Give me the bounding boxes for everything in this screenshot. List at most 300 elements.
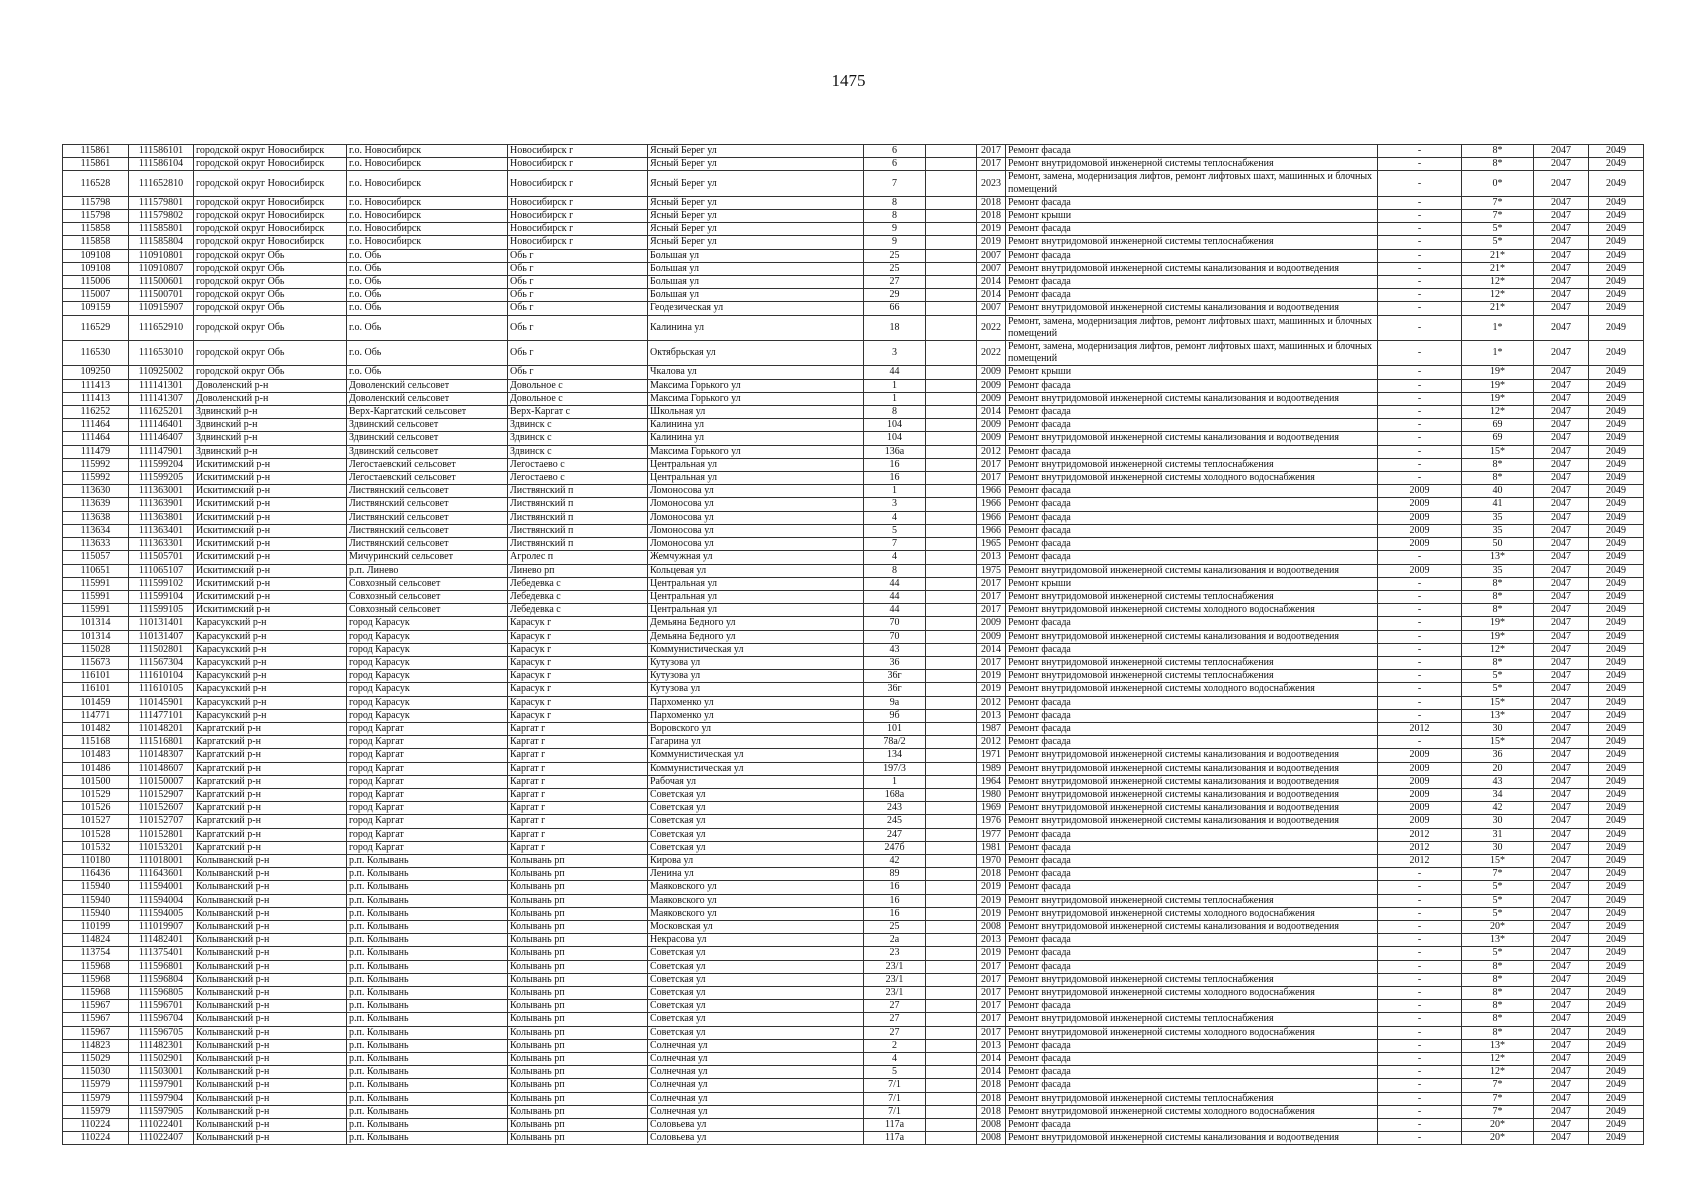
cell-work-type: Ремонт фасада xyxy=(1006,485,1378,498)
cell-street: Центральная ул xyxy=(648,472,864,485)
cell-house-number: 25 xyxy=(864,262,926,275)
cell-record-id: 116529 xyxy=(63,315,129,340)
cell-year-built: 2013 xyxy=(977,1039,1006,1052)
cell-last-repair-year: - xyxy=(1378,670,1462,683)
cell-building-letter xyxy=(926,656,977,669)
cell-wear-value: 20* xyxy=(1462,920,1534,933)
table-row xyxy=(63,841,1644,854)
cell-plan-end-year: 2049 xyxy=(1589,630,1644,643)
cell-last-repair-year: - xyxy=(1378,379,1462,392)
cell-work-type: Ремонт внутридомовой инженерной системы холодного водоснабжения xyxy=(1006,907,1378,920)
cell-year-built: 2017 xyxy=(977,145,1006,158)
cell-settlement: р.п. Колывань xyxy=(347,1132,508,1145)
cell-wear-value: 8* xyxy=(1462,1000,1534,1013)
cell-building-letter xyxy=(926,210,977,223)
cell-building-letter xyxy=(926,538,977,551)
cell-last-repair-year: - xyxy=(1378,590,1462,603)
cell-house-number: 23/1 xyxy=(864,960,926,973)
cell-street: Маяковского ул xyxy=(648,907,864,920)
cell-plan-start-year: 2047 xyxy=(1534,366,1589,379)
cell-locality: Карасук г xyxy=(508,617,648,630)
cell-work-id: 110145901 xyxy=(129,696,194,709)
cell-year-built: 1966 xyxy=(977,524,1006,537)
cell-record-id: 113754 xyxy=(63,947,129,960)
cell-last-repair-year: - xyxy=(1378,366,1462,379)
cell-year-built: 2014 xyxy=(977,643,1006,656)
cell-work-type: Ремонт фасада xyxy=(1006,276,1378,289)
cell-work-id: 111586101 xyxy=(129,145,194,158)
cell-record-id: 115006 xyxy=(63,276,129,289)
cell-settlement: р.п. Колывань xyxy=(347,947,508,960)
table-row xyxy=(63,802,1644,815)
cell-work-id: 111363901 xyxy=(129,498,194,511)
cell-work-type: Ремонт внутридомовой инженерной системы теплоснабжения xyxy=(1006,236,1378,249)
cell-plan-start-year: 2047 xyxy=(1534,262,1589,275)
table-row xyxy=(63,656,1644,669)
cell-record-id: 115858 xyxy=(63,223,129,236)
cell-house-number: 7/1 xyxy=(864,1092,926,1105)
cell-plan-start-year: 2047 xyxy=(1534,920,1589,933)
cell-municipal-district: Искитимский р-н xyxy=(194,472,347,485)
cell-plan-start-year: 2047 xyxy=(1534,485,1589,498)
cell-street: Пархоменко ул xyxy=(648,696,864,709)
table-body xyxy=(63,145,1644,1145)
cell-street: Маяковского ул xyxy=(648,894,864,907)
cell-municipal-district: Колыванский р-н xyxy=(194,987,347,1000)
cell-plan-start-year: 2047 xyxy=(1534,947,1589,960)
cell-settlement: город Карасук xyxy=(347,696,508,709)
cell-work-id: 111596805 xyxy=(129,987,194,1000)
cell-building-letter xyxy=(926,815,977,828)
cell-year-built: 2018 xyxy=(977,868,1006,881)
cell-plan-start-year: 2047 xyxy=(1534,158,1589,171)
cell-plan-start-year: 2047 xyxy=(1534,815,1589,828)
cell-work-id: 110910807 xyxy=(129,262,194,275)
cell-municipal-district: Каргатский р-н xyxy=(194,722,347,735)
cell-last-repair-year: - xyxy=(1378,934,1462,947)
cell-work-id: 110152907 xyxy=(129,788,194,801)
cell-locality: Новосибирск г xyxy=(508,171,648,196)
cell-house-number: 66 xyxy=(864,302,926,315)
cell-plan-end-year: 2049 xyxy=(1589,276,1644,289)
cell-year-built: 2019 xyxy=(977,236,1006,249)
cell-street: Коммунистическая ул xyxy=(648,762,864,775)
cell-locality: Агролес п xyxy=(508,551,648,564)
cell-last-repair-year: - xyxy=(1378,276,1462,289)
cell-work-type: Ремонт внутридомовой инженерной системы холодного водоснабжения xyxy=(1006,604,1378,617)
cell-plan-end-year: 2049 xyxy=(1589,236,1644,249)
cell-record-id: 110199 xyxy=(63,920,129,933)
cell-settlement: р.п. Колывань xyxy=(347,881,508,894)
cell-work-id: 111652810 xyxy=(129,171,194,196)
cell-year-built: 2014 xyxy=(977,276,1006,289)
cell-wear-value: 5* xyxy=(1462,947,1534,960)
cell-settlement: город Каргат xyxy=(347,815,508,828)
cell-house-number: 104 xyxy=(864,432,926,445)
cell-plan-start-year: 2047 xyxy=(1534,249,1589,262)
cell-last-repair-year: 2009 xyxy=(1378,498,1462,511)
cell-locality: Легостаево с xyxy=(508,458,648,471)
cell-last-repair-year: 2009 xyxy=(1378,749,1462,762)
cell-street: Советская ул xyxy=(648,1026,864,1039)
cell-street: Солнечная ул xyxy=(648,1105,864,1118)
table-row xyxy=(63,1053,1644,1066)
cell-work-id: 111363301 xyxy=(129,538,194,551)
cell-wear-value: 5* xyxy=(1462,670,1534,683)
cell-street: Ломоносова ул xyxy=(648,524,864,537)
cell-settlement: Здвинский сельсовет xyxy=(347,445,508,458)
cell-record-id: 115030 xyxy=(63,1066,129,1079)
cell-wear-value: 12* xyxy=(1462,1053,1534,1066)
cell-plan-start-year: 2047 xyxy=(1534,881,1589,894)
cell-building-letter xyxy=(926,564,977,577)
cell-locality: Карасук г xyxy=(508,630,648,643)
cell-record-id: 115940 xyxy=(63,894,129,907)
cell-settlement: г.о. Обь xyxy=(347,262,508,275)
cell-plan-start-year: 2047 xyxy=(1534,590,1589,603)
cell-wear-value: 19* xyxy=(1462,630,1534,643)
cell-work-id: 111596801 xyxy=(129,960,194,973)
cell-record-id: 101529 xyxy=(63,788,129,801)
cell-municipal-district: городской округ Обь xyxy=(194,262,347,275)
cell-street: Большая ул xyxy=(648,276,864,289)
cell-plan-end-year: 2049 xyxy=(1589,590,1644,603)
cell-record-id: 115168 xyxy=(63,736,129,749)
cell-locality: Каргат г xyxy=(508,762,648,775)
cell-locality: Довольное с xyxy=(508,379,648,392)
table-row xyxy=(63,223,1644,236)
cell-locality: Колывань рп xyxy=(508,1079,648,1092)
table-row xyxy=(63,366,1644,379)
cell-wear-value: 13* xyxy=(1462,934,1534,947)
cell-wear-value: 35 xyxy=(1462,524,1534,537)
cell-building-letter xyxy=(926,934,977,947)
cell-record-id: 101482 xyxy=(63,722,129,735)
cell-settlement: г.о. Новосибирск xyxy=(347,236,508,249)
cell-municipal-district: городской округ Новосибирск xyxy=(194,158,347,171)
cell-building-letter xyxy=(926,145,977,158)
cell-wear-value: 8* xyxy=(1462,1026,1534,1039)
cell-work-id: 111500601 xyxy=(129,276,194,289)
cell-building-letter xyxy=(926,445,977,458)
cell-house-number: 3 xyxy=(864,498,926,511)
cell-settlement: р.п. Колывань xyxy=(347,907,508,920)
cell-building-letter xyxy=(926,432,977,445)
cell-house-number: 16 xyxy=(864,894,926,907)
cell-record-id: 101314 xyxy=(63,630,129,643)
cell-locality: Лебедевка с xyxy=(508,590,648,603)
cell-wear-value: 13* xyxy=(1462,709,1534,722)
cell-plan-end-year: 2049 xyxy=(1589,894,1644,907)
cell-building-letter xyxy=(926,458,977,471)
cell-plan-end-year: 2049 xyxy=(1589,868,1644,881)
cell-plan-start-year: 2047 xyxy=(1534,432,1589,445)
table-row xyxy=(63,1026,1644,1039)
cell-municipal-district: Каргатский р-н xyxy=(194,762,347,775)
cell-building-letter xyxy=(926,749,977,762)
cell-work-id: 111146407 xyxy=(129,432,194,445)
table-row xyxy=(63,947,1644,960)
cell-street: Некрасова ул xyxy=(648,934,864,947)
cell-work-type: Ремонт внутридомовой инженерной системы холодного водоснабжения xyxy=(1006,1026,1378,1039)
cell-municipal-district: Карасукский р-н xyxy=(194,617,347,630)
cell-municipal-district: Колыванский р-н xyxy=(194,973,347,986)
cell-wear-value: 34 xyxy=(1462,788,1534,801)
cell-municipal-district: Колыванский р-н xyxy=(194,1000,347,1013)
cell-municipal-district: Карасукский р-н xyxy=(194,670,347,683)
cell-municipal-district: Искитимский р-н xyxy=(194,577,347,590)
cell-work-type: Ремонт фасада xyxy=(1006,551,1378,564)
cell-wear-value: 12* xyxy=(1462,1066,1534,1079)
cell-plan-end-year: 2049 xyxy=(1589,341,1644,366)
cell-locality: Колывань рп xyxy=(508,973,648,986)
cell-work-type: Ремонт внутридомовой инженерной системы канализования и водоотведения xyxy=(1006,630,1378,643)
cell-plan-start-year: 2047 xyxy=(1534,564,1589,577)
cell-municipal-district: Колыванский р-н xyxy=(194,920,347,933)
cell-plan-start-year: 2047 xyxy=(1534,987,1589,1000)
cell-work-id: 111579801 xyxy=(129,196,194,209)
cell-building-letter xyxy=(926,302,977,315)
cell-wear-value: 15* xyxy=(1462,696,1534,709)
cell-work-type: Ремонт внутридомовой инженерной системы холодного водоснабжения xyxy=(1006,987,1378,1000)
cell-building-letter xyxy=(926,406,977,419)
cell-work-type: Ремонт внутридомовой инженерной системы канализования и водоотведения xyxy=(1006,762,1378,775)
cell-locality: Каргат г xyxy=(508,736,648,749)
cell-locality: Обь г xyxy=(508,315,648,340)
cell-house-number: 25 xyxy=(864,249,926,262)
cell-last-repair-year: 2009 xyxy=(1378,564,1462,577)
cell-settlement: Здвинский сельсовет xyxy=(347,419,508,432)
cell-wear-value: 19* xyxy=(1462,366,1534,379)
cell-work-id: 110153201 xyxy=(129,841,194,854)
cell-settlement: Легостаевский сельсовет xyxy=(347,458,508,471)
cell-house-number: 136а xyxy=(864,445,926,458)
cell-year-built: 2019 xyxy=(977,881,1006,894)
cell-locality: Обь г xyxy=(508,366,648,379)
cell-work-id: 111147901 xyxy=(129,445,194,458)
cell-settlement: г.о. Обь xyxy=(347,315,508,340)
table-row xyxy=(63,210,1644,223)
table-row xyxy=(63,973,1644,986)
cell-last-repair-year: - xyxy=(1378,551,1462,564)
cell-last-repair-year: - xyxy=(1378,696,1462,709)
cell-plan-end-year: 2049 xyxy=(1589,788,1644,801)
cell-locality: Карасук г xyxy=(508,670,648,683)
cell-last-repair-year: - xyxy=(1378,894,1462,907)
table-row xyxy=(63,709,1644,722)
cell-plan-start-year: 2047 xyxy=(1534,538,1589,551)
cell-work-id: 111022401 xyxy=(129,1119,194,1132)
cell-plan-end-year: 2049 xyxy=(1589,604,1644,617)
cell-street: Рабочая ул xyxy=(648,775,864,788)
cell-last-repair-year: 2012 xyxy=(1378,854,1462,867)
cell-street: Максима Горького ул xyxy=(648,445,864,458)
cell-street: Советская ул xyxy=(648,841,864,854)
cell-work-id: 111567304 xyxy=(129,656,194,669)
cell-last-repair-year: - xyxy=(1378,736,1462,749)
cell-wear-value: 5* xyxy=(1462,683,1534,696)
cell-year-built: 2018 xyxy=(977,1092,1006,1105)
cell-record-id: 113633 xyxy=(63,538,129,551)
cell-municipal-district: Искитимский р-н xyxy=(194,498,347,511)
cell-settlement: г.о. Новосибирск xyxy=(347,223,508,236)
cell-last-repair-year: 2009 xyxy=(1378,802,1462,815)
cell-municipal-district: Доволенский р-н xyxy=(194,392,347,405)
cell-plan-start-year: 2047 xyxy=(1534,1053,1589,1066)
cell-plan-start-year: 2047 xyxy=(1534,341,1589,366)
cell-locality: Карасук г xyxy=(508,709,648,722)
cell-building-letter xyxy=(926,1132,977,1145)
cell-plan-end-year: 2049 xyxy=(1589,302,1644,315)
cell-locality: Колывань рп xyxy=(508,1026,648,1039)
cell-municipal-district: городской округ Обь xyxy=(194,276,347,289)
cell-last-repair-year: - xyxy=(1378,249,1462,262)
cell-work-id: 111652910 xyxy=(129,315,194,340)
cell-settlement: Листвянский сельсовет xyxy=(347,538,508,551)
cell-work-id: 111653010 xyxy=(129,341,194,366)
cell-plan-start-year: 2047 xyxy=(1534,894,1589,907)
cell-settlement: Совхозный сельсовет xyxy=(347,604,508,617)
cell-plan-end-year: 2049 xyxy=(1589,841,1644,854)
cell-building-letter xyxy=(926,696,977,709)
cell-house-number: 36г xyxy=(864,670,926,683)
table-row xyxy=(63,196,1644,209)
cell-plan-start-year: 2047 xyxy=(1534,551,1589,564)
cell-municipal-district: Здвинский р-н xyxy=(194,419,347,432)
table-row xyxy=(63,643,1644,656)
cell-plan-start-year: 2047 xyxy=(1534,630,1589,643)
table-row xyxy=(63,894,1644,907)
cell-work-id: 111599105 xyxy=(129,604,194,617)
cell-wear-value: 5* xyxy=(1462,894,1534,907)
cell-wear-value: 8* xyxy=(1462,158,1534,171)
cell-street: Ломоносова ул xyxy=(648,511,864,524)
cell-municipal-district: Искитимский р-н xyxy=(194,511,347,524)
cell-settlement: р.п. Колывань xyxy=(347,1039,508,1052)
cell-plan-start-year: 2047 xyxy=(1534,511,1589,524)
cell-locality: Каргат г xyxy=(508,788,648,801)
cell-last-repair-year: 2012 xyxy=(1378,841,1462,854)
cell-street: Солнечная ул xyxy=(648,1053,864,1066)
cell-street: Центральная ул xyxy=(648,458,864,471)
cell-house-number: 134 xyxy=(864,749,926,762)
cell-record-id: 110180 xyxy=(63,854,129,867)
cell-settlement: Листвянский сельсовет xyxy=(347,485,508,498)
cell-street: Ясный Берег ул xyxy=(648,236,864,249)
cell-street: Солнечная ул xyxy=(648,1039,864,1052)
cell-last-repair-year: - xyxy=(1378,1000,1462,1013)
cell-record-id: 101483 xyxy=(63,749,129,762)
cell-street: Большая ул xyxy=(648,289,864,302)
cell-plan-end-year: 2049 xyxy=(1589,775,1644,788)
cell-plan-start-year: 2047 xyxy=(1534,656,1589,669)
table-row xyxy=(63,341,1644,366)
cell-building-letter xyxy=(926,289,977,302)
cell-last-repair-year: 2009 xyxy=(1378,485,1462,498)
cell-work-type: Ремонт фасада xyxy=(1006,145,1378,158)
cell-work-id: 111146401 xyxy=(129,419,194,432)
cell-wear-value: 7* xyxy=(1462,196,1534,209)
cell-last-repair-year: - xyxy=(1378,683,1462,696)
cell-settlement: город Каргат xyxy=(347,749,508,762)
cell-year-built: 1981 xyxy=(977,841,1006,854)
cell-plan-start-year: 2047 xyxy=(1534,749,1589,762)
cell-work-id: 111596701 xyxy=(129,1000,194,1013)
cell-locality: Новосибирск г xyxy=(508,196,648,209)
cell-building-letter xyxy=(926,590,977,603)
cell-plan-end-year: 2049 xyxy=(1589,1000,1644,1013)
cell-plan-start-year: 2047 xyxy=(1534,196,1589,209)
cell-record-id: 115858 xyxy=(63,236,129,249)
cell-settlement: р.п. Колывань xyxy=(347,1105,508,1118)
cell-wear-value: 42 xyxy=(1462,802,1534,815)
cell-wear-value: 1* xyxy=(1462,341,1534,366)
cell-municipal-district: Колыванский р-н xyxy=(194,1039,347,1052)
cell-plan-end-year: 2049 xyxy=(1589,524,1644,537)
cell-record-id: 115861 xyxy=(63,158,129,171)
cell-year-built: 2019 xyxy=(977,223,1006,236)
cell-municipal-district: городской округ Обь xyxy=(194,315,347,340)
cell-plan-start-year: 2047 xyxy=(1534,458,1589,471)
cell-building-letter xyxy=(926,788,977,801)
cell-street: Солнечная ул xyxy=(648,1079,864,1092)
cell-locality: Каргат г xyxy=(508,828,648,841)
cell-record-id: 111413 xyxy=(63,392,129,405)
cell-house-number: 25 xyxy=(864,920,926,933)
cell-work-id: 111599104 xyxy=(129,590,194,603)
cell-record-id: 101459 xyxy=(63,696,129,709)
cell-record-id: 116528 xyxy=(63,171,129,196)
cell-street: Жемчужная ул xyxy=(648,551,864,564)
cell-plan-start-year: 2047 xyxy=(1534,1066,1589,1079)
table-row xyxy=(63,302,1644,315)
cell-year-built: 2013 xyxy=(977,709,1006,722)
cell-municipal-district: Здвинский р-н xyxy=(194,406,347,419)
cell-settlement: Легостаевский сельсовет xyxy=(347,472,508,485)
cell-work-id: 111585801 xyxy=(129,223,194,236)
cell-record-id: 101528 xyxy=(63,828,129,841)
cell-work-type: Ремонт фасада xyxy=(1006,828,1378,841)
table-row xyxy=(63,1092,1644,1105)
cell-locality: Обь г xyxy=(508,289,648,302)
cell-house-number: 44 xyxy=(864,590,926,603)
cell-wear-value: 21* xyxy=(1462,302,1534,315)
cell-work-type: Ремонт, замена, модернизация лифтов, ремонт лифтовых шахт, машинных и блочных помещений xyxy=(1006,315,1378,340)
cell-work-type: Ремонт фасада xyxy=(1006,1066,1378,1079)
cell-plan-start-year: 2047 xyxy=(1534,1013,1589,1026)
cell-settlement: р.п. Колывань xyxy=(347,1066,508,1079)
cell-locality: Колывань рп xyxy=(508,894,648,907)
cell-street: Ломоносова ул xyxy=(648,538,864,551)
cell-work-type: Ремонт внутридомовой инженерной системы холодного водоснабжения xyxy=(1006,472,1378,485)
cell-year-built: 2017 xyxy=(977,987,1006,1000)
cell-house-number: 70 xyxy=(864,617,926,630)
cell-wear-value: 31 xyxy=(1462,828,1534,841)
cell-record-id: 115992 xyxy=(63,472,129,485)
cell-street: Советская ул xyxy=(648,947,864,960)
cell-work-type: Ремонт фасада xyxy=(1006,1039,1378,1052)
table-row xyxy=(63,392,1644,405)
cell-work-id: 111502901 xyxy=(129,1053,194,1066)
cell-house-number: 3 xyxy=(864,341,926,366)
cell-locality: Колывань рп xyxy=(508,1039,648,1052)
cell-municipal-district: Искитимский р-н xyxy=(194,458,347,471)
cell-last-repair-year: - xyxy=(1378,315,1462,340)
cell-settlement: Мичуринский сельсовет xyxy=(347,551,508,564)
cell-street: Кутузова ул xyxy=(648,683,864,696)
cell-building-letter xyxy=(926,683,977,696)
cell-plan-end-year: 2049 xyxy=(1589,485,1644,498)
